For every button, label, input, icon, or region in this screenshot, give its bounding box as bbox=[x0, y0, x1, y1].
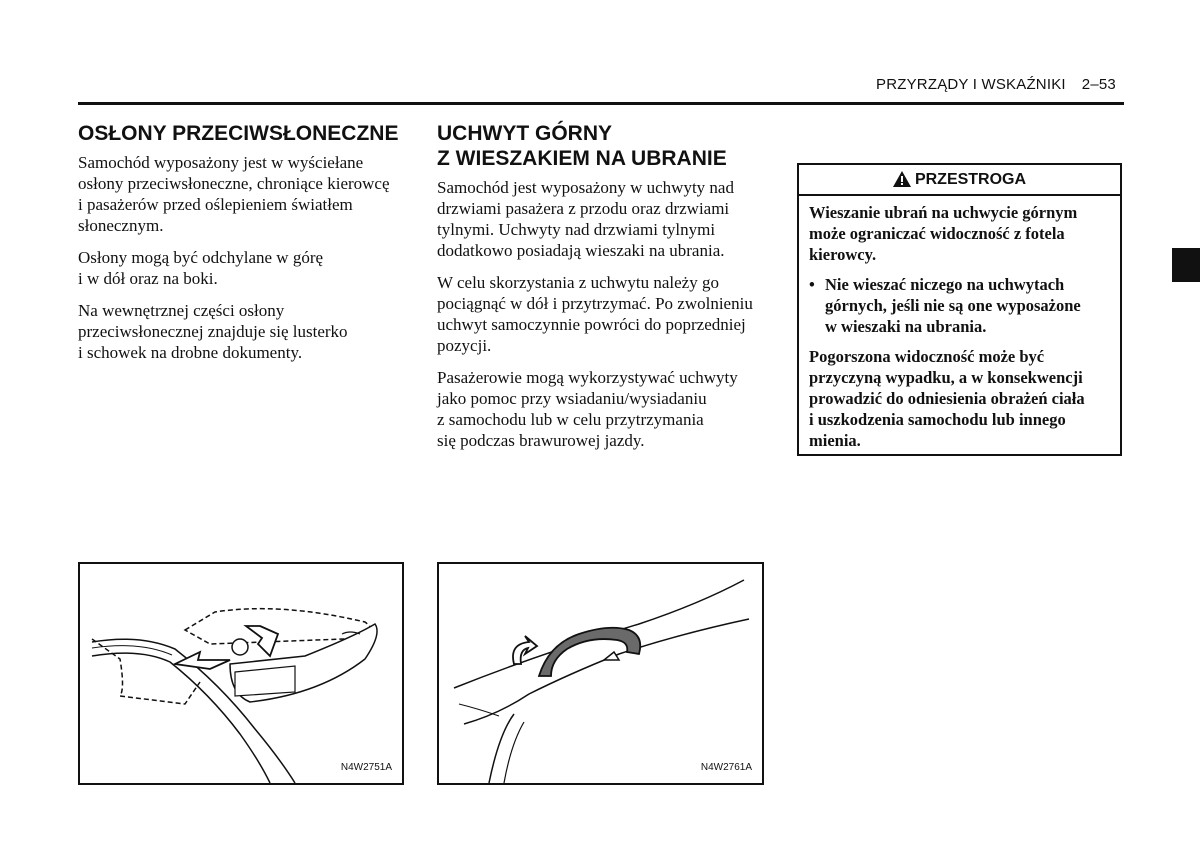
text-line: przyczyną wypadku, a w konsekwencji bbox=[809, 368, 1083, 387]
caution-header bbox=[799, 165, 1120, 196]
page-header bbox=[876, 76, 1116, 93]
text-line: Samochód wyposażony jest w wyściełane bbox=[78, 153, 364, 172]
text-line: W celu skorzystania z uchwytu należy go bbox=[437, 273, 719, 292]
text-line: Pasażerowie mogą wykorzystywać uchwyty bbox=[437, 368, 738, 387]
sun-visors-section bbox=[78, 121, 408, 374]
page-number: 2–53 bbox=[1081, 76, 1116, 93]
text-line: Nie wieszać niczego na uchwytach bbox=[825, 275, 1065, 294]
caution-paragraph-2 bbox=[809, 346, 1110, 451]
text-line: i pasażerów przed oślepieniem światłem bbox=[78, 195, 353, 214]
grab-handle-paragraph-1 bbox=[437, 177, 777, 261]
grab-handle-section bbox=[437, 121, 777, 462]
text-line: i w dół oraz na boki. bbox=[78, 269, 218, 288]
heading-line: Z WIESZAKIEM NA UBRANIE bbox=[437, 147, 727, 170]
text-line: mienia. bbox=[809, 431, 861, 450]
heading-line: UCHWYT GÓRNY bbox=[437, 122, 612, 145]
sun-visors-heading: OSŁONY PRZECIWSŁONECZNE bbox=[78, 122, 399, 145]
text-line: z samochodu lub w celu przytrzymania bbox=[437, 410, 704, 429]
text-line: pozycji. bbox=[437, 336, 492, 355]
section-title: PRZYRZĄDY I WSKAŹNIKI bbox=[876, 76, 1066, 93]
caution-title: PRZESTROGA bbox=[914, 171, 1027, 188]
grab-handle-paragraph-2 bbox=[437, 272, 777, 356]
text-line: może ograniczać widoczność z fotela bbox=[809, 224, 1065, 243]
caution-body bbox=[799, 196, 1120, 451]
text-line: górnych, jeśli nie są one wyposażone bbox=[825, 296, 1081, 315]
figure-code: N4W2751A bbox=[340, 762, 392, 773]
caution-box bbox=[797, 163, 1122, 456]
warning-triangle-icon bbox=[893, 171, 911, 187]
text-line: Wieszanie ubrań na uchwycie górnym bbox=[809, 203, 1078, 222]
section-thumb-tab bbox=[1172, 248, 1200, 282]
figure-code: N4W2761A bbox=[700, 762, 752, 773]
text-line: Samochód jest wyposażony w uchwyty nad bbox=[437, 178, 734, 197]
text-line: drzwiami pasażera z przodu oraz drzwiami bbox=[437, 199, 730, 218]
sun-visor-illustration bbox=[80, 564, 402, 783]
text-line: i uszkodzenia samochodu lub innego bbox=[809, 410, 1066, 429]
grab-handle-heading bbox=[437, 121, 777, 171]
text-line: tylnymi. Uchwyty nad drzwiami tylnymi bbox=[437, 220, 716, 239]
text-line: Pogorszona widoczność może być bbox=[809, 347, 1045, 366]
text-line: Na wewnętrznej części osłony bbox=[78, 301, 285, 320]
text-line: dodatkowo posiadają wieszaki na ubrania. bbox=[437, 241, 725, 260]
text-line: pociągnąć w dół i przytrzymać. Po zwolnieniu bbox=[437, 294, 753, 313]
text-line: Osłony mogą być odchylane w górę bbox=[78, 248, 324, 267]
text-line: słonecznym. bbox=[78, 216, 164, 235]
sun-visors-paragraph-2 bbox=[78, 247, 408, 289]
grab-handle-paragraph-3 bbox=[437, 367, 777, 451]
grab-handle-figure bbox=[437, 562, 764, 785]
sun-visors-paragraph-1 bbox=[78, 152, 408, 236]
text-line: kierowcy. bbox=[809, 245, 877, 264]
text-line: i schowek na drobne dokumenty. bbox=[78, 343, 303, 362]
grab-handle-illustration bbox=[439, 564, 762, 783]
caution-bullet-item bbox=[809, 274, 1110, 337]
caution-paragraph-1 bbox=[809, 202, 1110, 265]
text-line: jako pomoc przy wsiadaniu/wysiadaniu bbox=[437, 389, 707, 408]
sun-visors-paragraph-3 bbox=[78, 300, 408, 363]
text-line: się podczas brawurowej jazdy. bbox=[437, 431, 645, 450]
header-rule bbox=[78, 102, 1124, 105]
bullet-dot: • bbox=[809, 275, 815, 294]
text-line: w wieszaki na ubrania. bbox=[825, 317, 987, 336]
text-line: uchwyt samoczynnie powróci do poprzedniej bbox=[437, 315, 746, 334]
sun-visor-figure bbox=[78, 562, 404, 785]
text-line: przeciwsłonecznej znajduje się lusterko bbox=[78, 322, 348, 341]
text-line: prowadzić do odniesienia obrażeń ciała bbox=[809, 389, 1085, 408]
text-line: osłony przeciwsłoneczne, chroniące kierowcę bbox=[78, 174, 390, 193]
